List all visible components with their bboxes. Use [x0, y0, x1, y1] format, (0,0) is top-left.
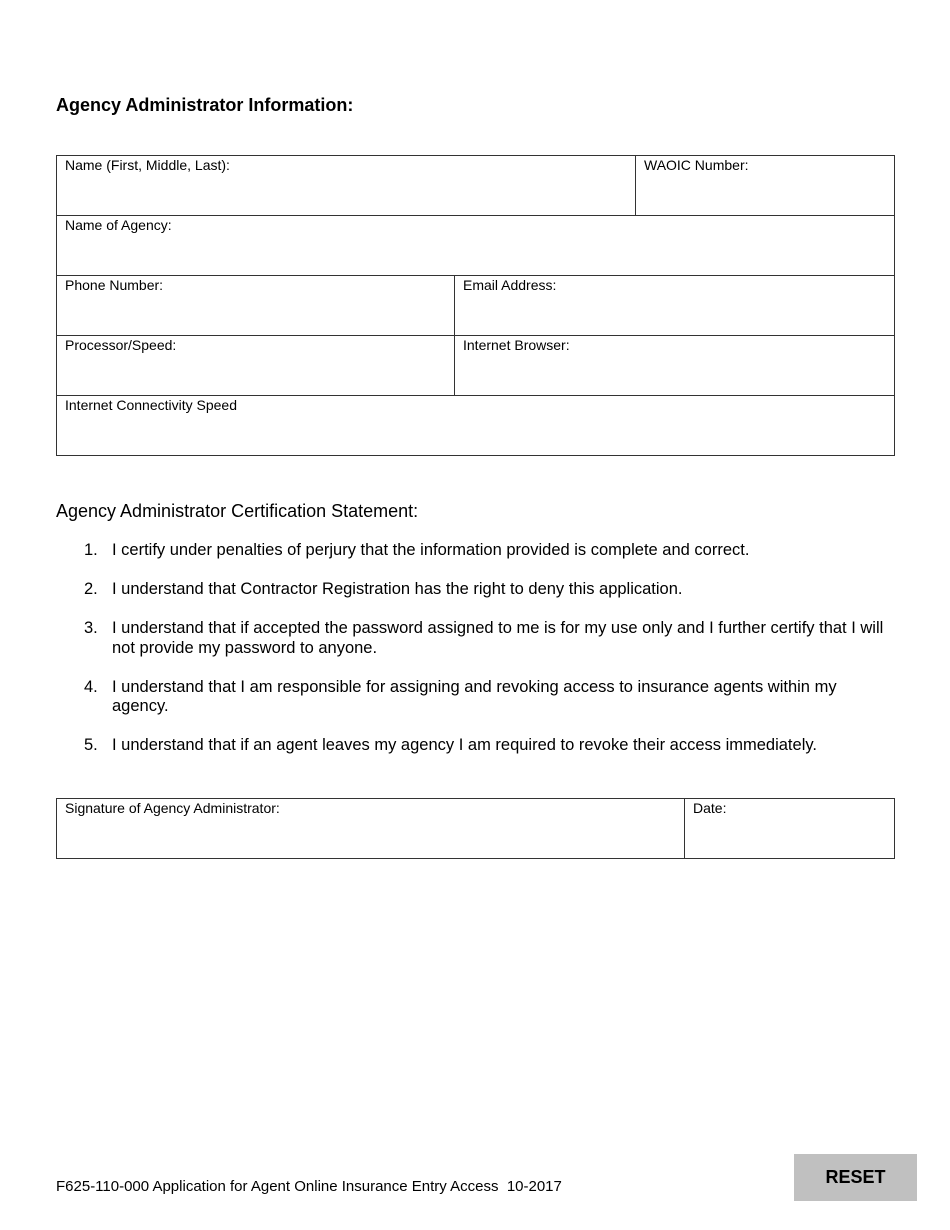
- phone-label: Phone Number:: [65, 277, 164, 293]
- table-row: [57, 156, 895, 216]
- table-row: [57, 336, 895, 396]
- connectivity-cell[interactable]: [57, 396, 895, 456]
- browser-label: Internet Browser:: [463, 337, 570, 353]
- item-number: 3.: [84, 619, 98, 637]
- signature-input[interactable]: [65, 820, 676, 850]
- item-text: I understand that if an agent leaves my agency I am required to revoke their access immediately.: [112, 736, 817, 754]
- signature-label: Signature of Agency Administrator:: [65, 800, 280, 816]
- section-title: Agency Administrator Information:: [56, 95, 354, 115]
- waoic-label: WAOIC Number:: [644, 157, 749, 173]
- item-number: 1.: [84, 541, 98, 559]
- list-item: [56, 541, 890, 561]
- table-row: [57, 396, 895, 456]
- certification-list: [56, 541, 890, 775]
- email-address-input[interactable]: [463, 297, 886, 327]
- date-input[interactable]: [693, 820, 886, 850]
- certification-heading: Agency Administrator Certification Statement:: [56, 501, 419, 521]
- signature-table: [56, 798, 895, 859]
- admin-info-table: [56, 155, 895, 456]
- waoic-cell[interactable]: [636, 156, 895, 216]
- name-input[interactable]: [65, 177, 627, 207]
- date-cell[interactable]: [685, 799, 895, 859]
- name-label: Name (First, Middle, Last):: [65, 157, 230, 173]
- table-row: [57, 276, 895, 336]
- processor-speed-input[interactable]: [65, 357, 446, 387]
- reset-button[interactable]: RESET: [794, 1154, 917, 1201]
- date-label: Date:: [693, 800, 727, 816]
- list-item: [56, 678, 890, 717]
- name-cell[interactable]: [57, 156, 636, 216]
- table-row: [57, 216, 895, 276]
- internet-browser-input[interactable]: [463, 357, 886, 387]
- processor-cell[interactable]: [57, 336, 455, 396]
- agency-cell[interactable]: [57, 216, 895, 276]
- list-item: [56, 580, 890, 600]
- item-number: 4.: [84, 677, 98, 696]
- email-label: Email Address:: [463, 277, 557, 293]
- list-item: [56, 736, 890, 756]
- item-text: I understand that if accepted the password assigned to me is for my use only and I further certify that I will not provide my password to anyone.: [112, 619, 884, 657]
- form-footer: F625-110-000 Application for Agent Online Insurance Entry Access 10-2017: [56, 1178, 562, 1195]
- waoic-number-input[interactable]: [644, 177, 886, 207]
- signature-cell[interactable]: [57, 799, 685, 859]
- item-text: I understand that I am responsible for assigning and revoking access to insurance agents within my agency.: [112, 677, 837, 715]
- connectivity-speed-input[interactable]: [65, 417, 886, 447]
- item-text: I certify under penalties of perjury that the information provided is complete and correct.: [112, 541, 750, 559]
- phone-number-input[interactable]: [65, 297, 446, 327]
- item-number: 2.: [84, 580, 98, 598]
- agency-label: Name of Agency:: [65, 217, 172, 233]
- item-text: I understand that Contractor Registration has the right to deny this application.: [112, 580, 683, 598]
- item-number: 5.: [84, 736, 98, 754]
- list-item: [56, 619, 890, 658]
- table-row: [57, 799, 895, 859]
- processor-label: Processor/Speed:: [65, 337, 177, 353]
- email-cell[interactable]: [455, 276, 895, 336]
- agency-name-input[interactable]: [65, 237, 886, 267]
- phone-cell[interactable]: [57, 276, 455, 336]
- browser-cell[interactable]: [455, 336, 895, 396]
- connectivity-label: Internet Connectivity Speed: [65, 397, 237, 413]
